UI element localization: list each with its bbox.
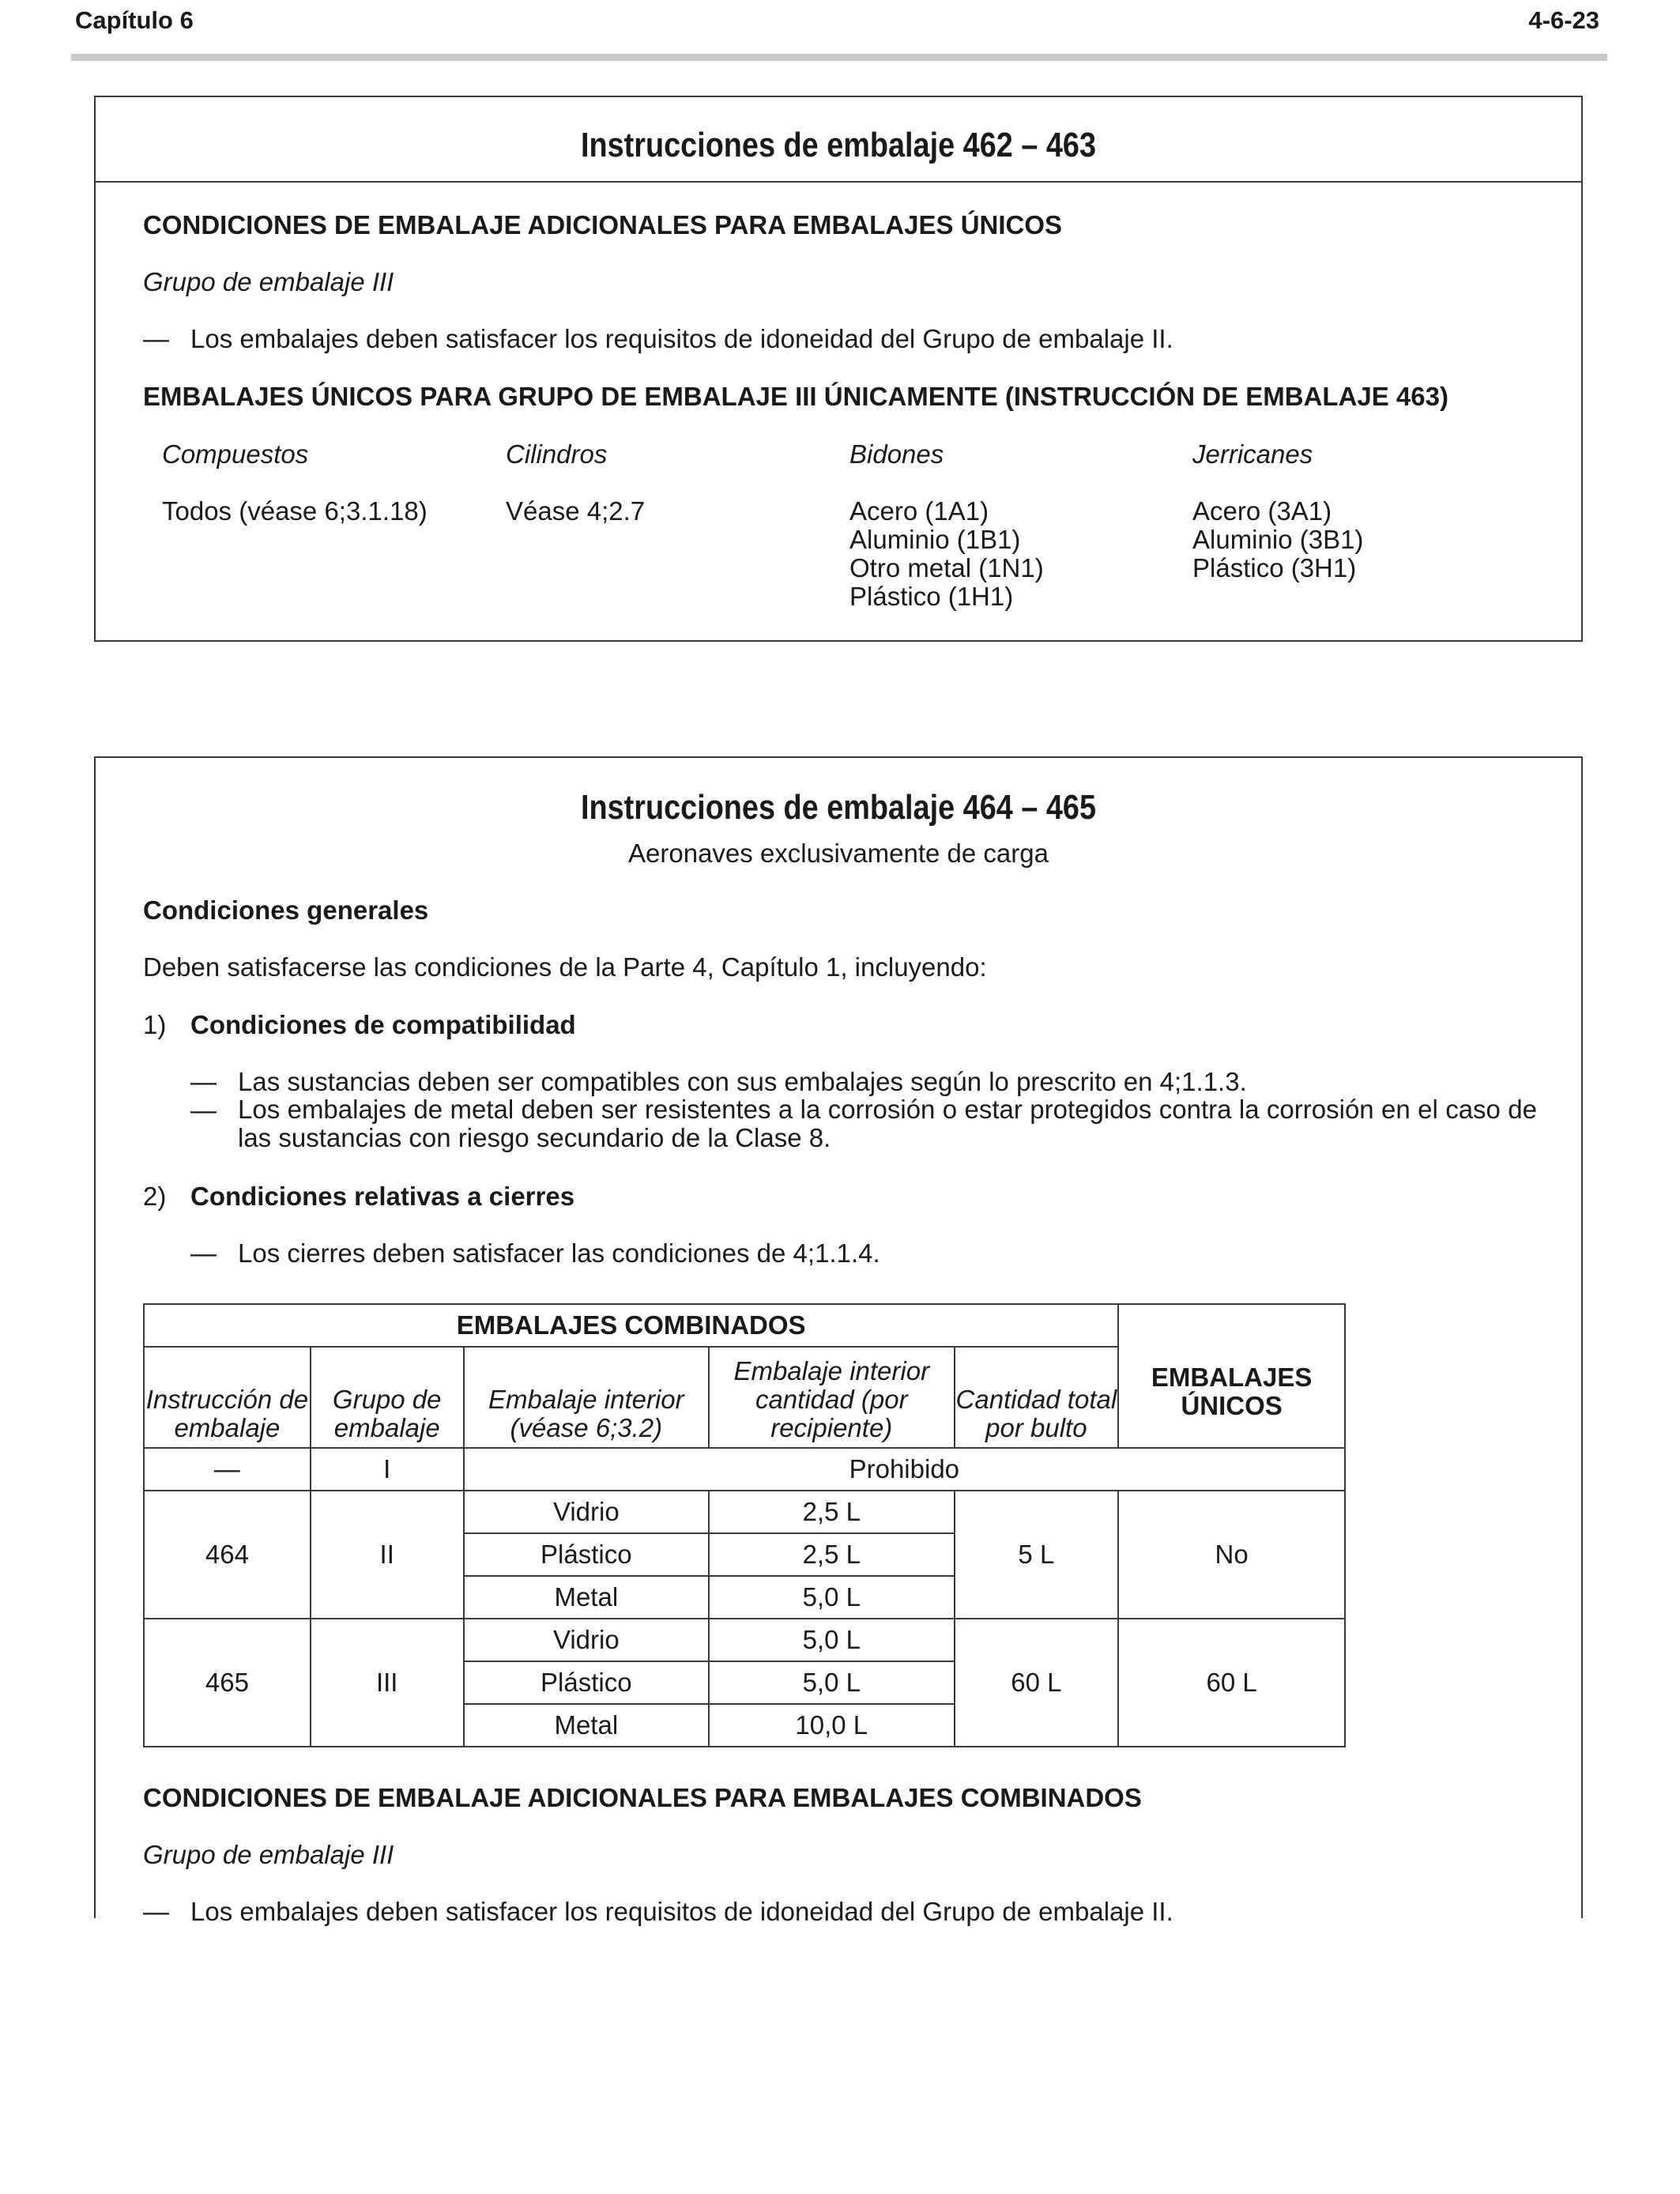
table-row [144, 1448, 1345, 1491]
dash-bullet: — [190, 1238, 217, 1268]
cell-inner-type: Vidrio [464, 1491, 709, 1533]
packing-group-label: Grupo de embalaje III [143, 267, 394, 296]
dash-bullet: — [190, 1067, 217, 1096]
list-item: Aluminio (1B1) [849, 525, 1021, 554]
column-list [1192, 497, 1363, 582]
cell-inner-type: Metal [464, 1704, 709, 1747]
cell-inner-type: Vidrio [464, 1619, 709, 1661]
cell-single: No [1118, 1491, 1345, 1619]
dash-bullet: — [190, 1095, 217, 1125]
list-item: Plástico (3H1) [1192, 553, 1357, 582]
cell-instruction: 464 [144, 1491, 311, 1619]
requirement-text: Los embalajes deben satisfacer los requisitos de idoneidad del Grupo de embalaje II. [190, 1897, 1173, 1926]
cell-inner-type: Plástico [464, 1533, 709, 1576]
cell-instruction: — [144, 1448, 311, 1491]
cell-single: 60 L [1118, 1619, 1345, 1747]
list-item: Todos (véase 6;3.1.18) [162, 496, 428, 526]
dash-bullet: — [143, 324, 169, 353]
box-title-bar [96, 97, 1581, 183]
column-header-inner: Embalaje interior (véase 6;3.2) [464, 1347, 709, 1448]
cell-inner-qty: 5,0 L [709, 1619, 954, 1661]
condition-item: Los embalajes de metal deben ser resistentes a la corrosión o estar protegidos contra la corrosión en el caso de las sustancias con riesgo secundario de la Clase 8. [238, 1095, 1537, 1152]
packing-group-label: Grupo de embalaje III [143, 1840, 394, 1869]
section-heading: CONDICIONES DE EMBALAJE ADICIONALES PARA EMBALAJES COMBINADOS [143, 1783, 1142, 1812]
dash-bullet: — [143, 1897, 169, 1926]
cell-inner-qty: 10,0 L [709, 1704, 954, 1747]
list-item: Acero (3A1) [1192, 496, 1332, 526]
packing-table [143, 1303, 1346, 1747]
requirement-text: Los embalajes deben satisfacer los requisitos de idoneidad del Grupo de embalaje II. [190, 324, 1173, 353]
list-item: Acero (1A1) [849, 496, 989, 526]
cell-group: III [311, 1619, 464, 1747]
requirement-line [143, 1897, 1173, 1927]
single-header: EMBALAJES ÚNICOS [1118, 1304, 1345, 1448]
column-heading: Jerricanes [1192, 439, 1313, 469]
chapter-label: Capítulo 6 [75, 6, 194, 34]
combined-header: EMBALAJES COMBINADOS [144, 1304, 1118, 1347]
condition-title: Condiciones relativas a cierres [190, 1182, 575, 1211]
paragraph: Deben satisfacerse las condiciones de la Parte 4, Capítulo 1, incluyendo: [143, 952, 987, 982]
cell-total: 5 L [955, 1491, 1119, 1619]
column-heading: Compuestos [162, 439, 309, 469]
condition-item: Las sustancias deben ser compatibles con sus embalajes según lo prescrito en 4;1.1.3. [238, 1067, 1247, 1096]
column-list [506, 497, 645, 526]
packing-instruction-462-463 [94, 96, 1583, 642]
cell-forbidden: Prohibido [464, 1448, 1345, 1491]
list-item: Otro metal (1N1) [849, 553, 1044, 582]
condition-title: Condiciones de compatibilidad [190, 1010, 576, 1039]
cell-inner-qty: 5,0 L [709, 1576, 954, 1619]
section-heading: CONDICIONES DE EMBALAJE ADICIONALES PARA EMBALAJES ÚNICOS [143, 210, 1063, 239]
column-header-inner-qty: Embalaje interior cantidad (por recipiente) [709, 1347, 954, 1448]
condition-number: 2) [143, 1182, 167, 1211]
column-heading: Cilindros [506, 439, 608, 469]
cell-inner-type: Plástico [464, 1661, 709, 1704]
packing-instruction-464-465 [94, 756, 1583, 1926]
cell-inner-type: Metal [464, 1576, 709, 1619]
condition-item: Los cierres deben satisfacer las condiciones de 4;1.1.4. [238, 1238, 880, 1268]
box-subtitle: Aeronaves exclusivamente de carga [628, 839, 1049, 868]
cell-inner-qty: 5,0 L [709, 1661, 954, 1704]
section-heading: Condiciones generales [143, 895, 429, 925]
column-heading: Bidones [849, 439, 944, 469]
section-heading: EMBALAJES ÚNICOS PARA GRUPO DE EMBALAJE III ÚNICAMENTE (INSTRUCCIÓN DE EMBALAJE 463) [143, 382, 1448, 411]
page-header [71, 0, 1607, 61]
cell-group: II [311, 1491, 464, 1619]
column-header-total: Cantidad total por bulto [955, 1347, 1119, 1448]
requirement-line [143, 324, 1173, 354]
table-row [144, 1619, 1345, 1661]
cell-group: I [311, 1448, 464, 1491]
list-item: Véase 4;2.7 [506, 496, 646, 526]
column-list [849, 497, 1044, 611]
box-title: Instrucciones de embalaje 462 – 463 [580, 126, 1097, 164]
cell-inner-qty: 2,5 L [709, 1533, 954, 1576]
list-item: Aluminio (3B1) [1192, 525, 1364, 554]
cell-inner-qty: 2,5 L [709, 1491, 954, 1533]
page-number: 4-6-23 [1528, 6, 1599, 34]
table-row [144, 1491, 1345, 1533]
box-title: Instrucciones de embalaje 464 – 465 [580, 788, 1097, 827]
column-header-instruction: Instrucción de embalaje [144, 1347, 311, 1448]
cell-total: 60 L [955, 1619, 1119, 1747]
condition-number: 1) [143, 1010, 167, 1039]
column-list [162, 497, 428, 526]
column-header-group: Grupo de embalaje [311, 1347, 464, 1448]
cell-instruction: 465 [144, 1619, 311, 1747]
list-item: Plástico (1H1) [849, 582, 1014, 611]
